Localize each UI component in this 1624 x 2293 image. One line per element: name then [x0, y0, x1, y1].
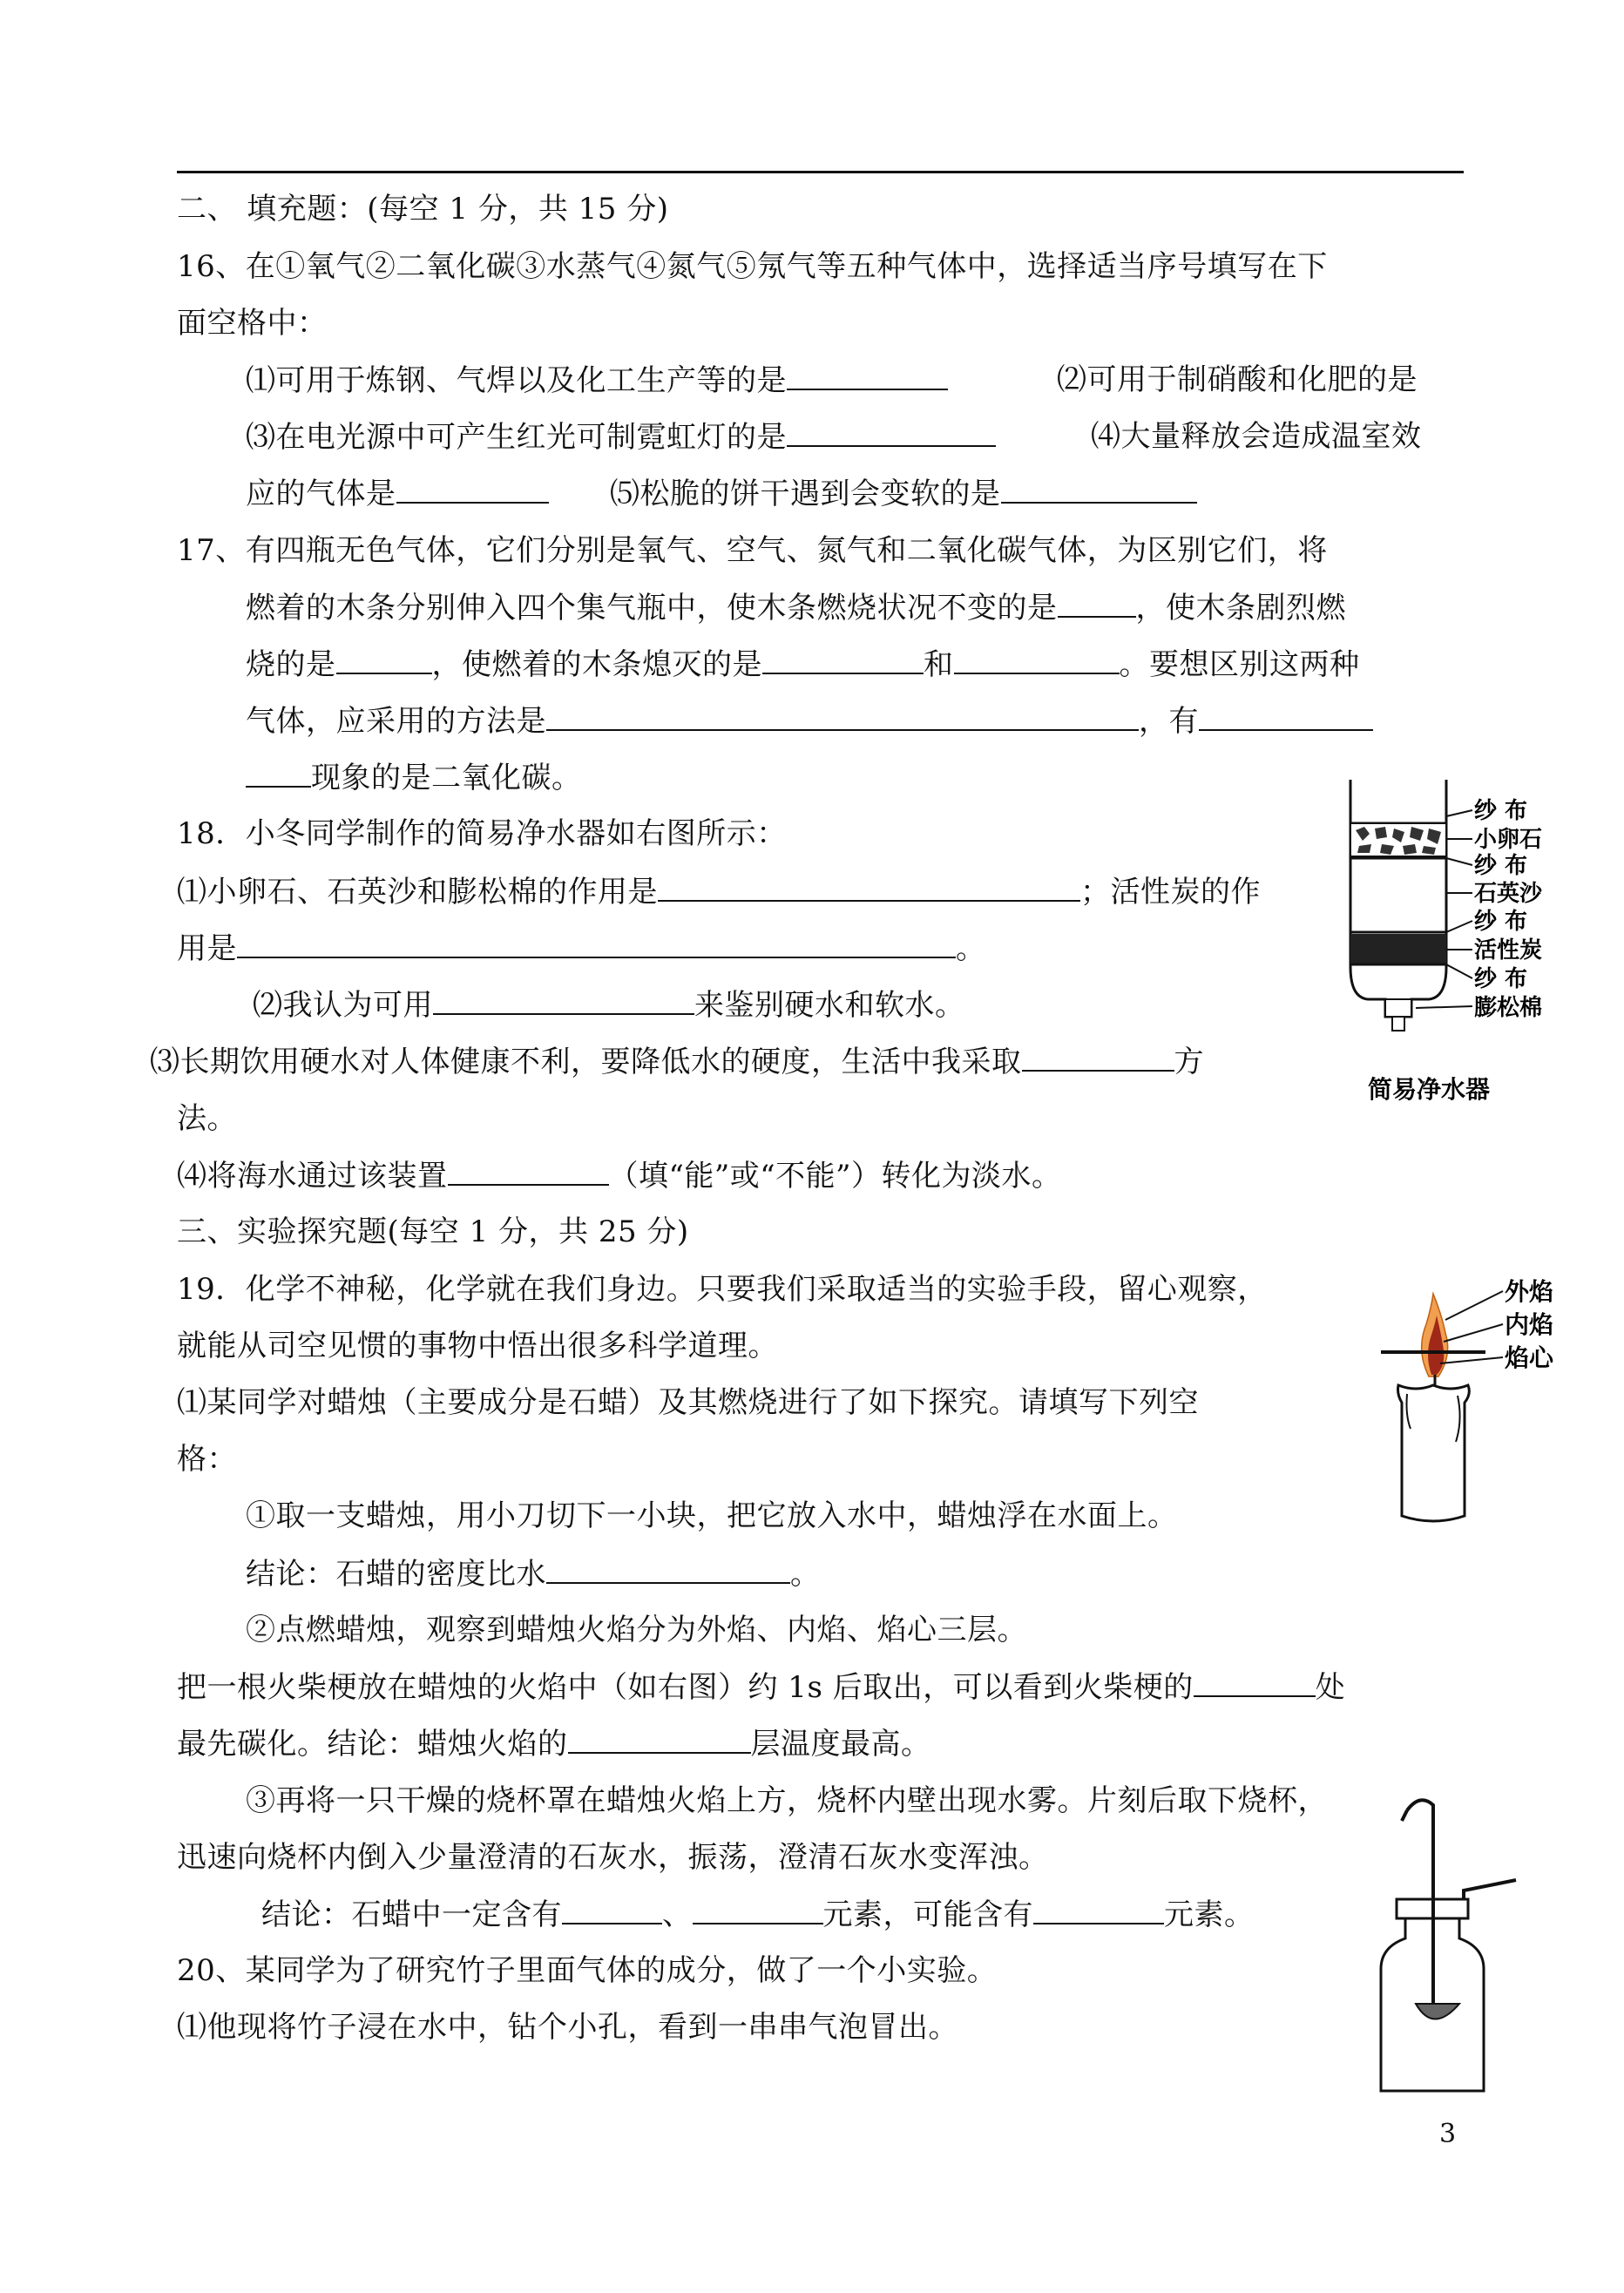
- answer-blank[interactable]: [546, 1554, 790, 1584]
- filter-label: 活性炭: [1474, 937, 1543, 964]
- q19-line6: 结论：石蜡的密度比水 。: [246, 1554, 821, 1593]
- q20-line2: ⑴他现将竹子浸在水中，钻个小孔，看到一串串气泡冒出。: [177, 2010, 958, 2045]
- q18-stem: 18．小冬同学制作的简易净水器如右图所示：: [177, 816, 787, 851]
- q17-line4: 气体，应采用的方法是 ，有: [246, 701, 1373, 741]
- q19-line11: 迅速向烧杯内倒入少量澄清的石灰水，振荡，澄清石灰水变浑浊。: [177, 1840, 1049, 1875]
- q17-line2: 燃着的木条分别伸入四个集气瓶中，使木条燃烧状况不变的是 ，使木条剧烈燃: [246, 588, 1346, 627]
- gas-bottle-diagram: [1372, 1795, 1529, 2100]
- candle-figure: [1372, 1255, 1581, 1542]
- q18-part2: ⑵我认为可用 来鉴别硬水和软水。: [253, 985, 965, 1025]
- answer-blank[interactable]: [237, 929, 956, 958]
- page-number: 3: [1439, 2119, 1457, 2149]
- water-filter-figure: [1333, 771, 1586, 1115]
- filter-label: 膨松棉: [1474, 995, 1543, 1021]
- water-filter-diagram: [1333, 771, 1586, 1115]
- q16-stem-line1: 16、在①氧气②二氧化碳③水蒸气④氮气⑤氖气等五种气体中，选择适当序号填写在下: [177, 249, 1328, 284]
- answer-blank[interactable]: [546, 701, 1139, 731]
- answer-blank[interactable]: [954, 645, 1120, 674]
- filter-label: 纱 布: [1474, 909, 1528, 935]
- section-3-title: 三、实验探究题(每空 1 分，共 25 分): [177, 1214, 689, 1249]
- q16-part4-b: 应的气体是: [246, 474, 549, 513]
- q19-line7: ②点燃蜡烛，观察到蜡烛火焰分为外焰、内焰、焰心三层。: [246, 1613, 1027, 1647]
- filter-label: 小卵石: [1474, 827, 1543, 853]
- q16-part2: ⑵可用于制硝酸和化肥的是: [1057, 362, 1418, 397]
- answer-blank[interactable]: [787, 417, 996, 447]
- q20-line1: 20、某同学为了研究竹子里面气体的成分，做了一个小实验。: [177, 1953, 998, 1988]
- filter-label: 纱 布: [1474, 853, 1528, 879]
- gas-bottle-figure: [1372, 1795, 1529, 2100]
- answer-blank[interactable]: [1199, 701, 1373, 731]
- q18-part4: ⑷将海水通过该装置 （填“能”或“不能”）转化为淡水。: [177, 1156, 1062, 1195]
- answer-blank[interactable]: [1001, 474, 1197, 504]
- candle-flame-diagram: [1372, 1255, 1581, 1542]
- q16-part4-a: ⑷大量释放会造成温室效: [1091, 419, 1422, 454]
- q16-part5: ⑸松脆的饼干遇到会变软的是: [610, 474, 1197, 513]
- answer-blank[interactable]: [246, 758, 311, 788]
- q19-line3: ⑴某同学对蜡烛（主要成分是石蜡）及其燃烧进行了如下探究。请填写下列空: [177, 1385, 1199, 1420]
- q19-line9: 最先碳化。结论：蜡烛火焰的 层温度最高。: [177, 1724, 931, 1763]
- answer-blank[interactable]: [336, 645, 432, 674]
- q19-line2: 就能从司空见惯的事物中悟出很多科学道理。: [177, 1329, 778, 1363]
- answer-blank[interactable]: [787, 361, 948, 390]
- q18-part1-b: 用是 。: [177, 929, 986, 968]
- answer-blank[interactable]: [568, 1724, 751, 1754]
- q16-part3: ⑶在电光源中可产生红光可制霓虹灯的是: [246, 417, 996, 457]
- answer-blank[interactable]: [1022, 1042, 1174, 1072]
- q17-line3: 烧的是 ，使燃着的木条熄灭的是 和 。要想区别这两种: [246, 645, 1360, 684]
- flame-label-outer: 外焰: [1505, 1277, 1554, 1306]
- filter-label: 纱 布: [1474, 798, 1528, 824]
- answer-blank[interactable]: [396, 474, 549, 504]
- q18-part3: ⑶长期饮用硬水对人体健康不利，要降低水的硬度，生活中我采取 方: [150, 1042, 1204, 1081]
- answer-blank[interactable]: [693, 1895, 823, 1924]
- q17-line5: 现象的是二氧化碳。: [246, 758, 582, 797]
- answer-blank[interactable]: [1194, 1667, 1316, 1697]
- flame-label-inner: 内焰: [1505, 1310, 1554, 1339]
- q17-line1: 17、有四瓶无色气体，它们分别是氧气、空气、氮气和二氧化碳气体，为区别它们，将: [177, 533, 1328, 568]
- section-2-title: 二、 填充题：(每空 1 分，共 15 分): [177, 192, 669, 227]
- header-rule: [177, 171, 1464, 173]
- q19-line8: 把一根火柴梗放在蜡烛的火焰中（如右图）约 1s 后取出，可以看到火柴梗的 处: [177, 1667, 1345, 1707]
- answer-blank[interactable]: [762, 645, 924, 674]
- q19-line1: 19．化学不神秘，化学就在我们身边。只要我们采取适当的实验手段，留心观察，: [177, 1272, 1268, 1307]
- q16-stem-line2: 面空格中：: [177, 306, 328, 341]
- answer-blank[interactable]: [1058, 588, 1136, 618]
- filter-label: 石英沙: [1474, 881, 1543, 907]
- q19-line10: ③再将一只干燥的烧杯罩在蜡烛火焰上方，烧杯内壁出现水雾。片刻后取下烧杯，: [246, 1783, 1328, 1818]
- answer-blank[interactable]: [658, 872, 1080, 902]
- q19-line5: ①取一支蜡烛，用小刀切下一小块，把它放入水中，蜡烛浮在水面上。: [246, 1498, 1178, 1533]
- filter-caption: 简易净水器: [1368, 1075, 1491, 1104]
- q18-part3-end: 法。: [177, 1101, 237, 1136]
- q19-line12: 结论：石蜡中一定含有 、 元素，可能含有 元素。: [261, 1895, 1255, 1934]
- answer-blank[interactable]: [1033, 1895, 1164, 1924]
- flame-label-core: 焰心: [1505, 1343, 1554, 1372]
- answer-blank[interactable]: [448, 1156, 609, 1186]
- q19-line4: 格：: [177, 1442, 237, 1477]
- answer-blank[interactable]: [433, 985, 694, 1015]
- answer-blank[interactable]: [562, 1895, 662, 1924]
- q18-part1-a: ⑴小卵石、石英沙和膨松棉的作用是 ；活性炭的作: [177, 872, 1261, 911]
- filter-label: 纱 布: [1474, 966, 1528, 992]
- q16-part1: ⑴可用于炼钢、气焊以及化工生产等的是: [246, 361, 948, 400]
